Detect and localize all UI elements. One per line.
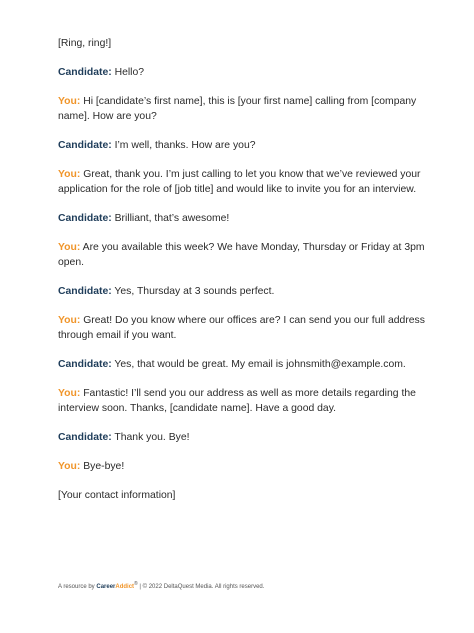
dialogue-line-candidate [58,211,428,226]
dialogue-line-candidate [58,284,428,299]
speaker-label-you: You: [58,388,81,399]
speaker-label-candidate: Candidate: [58,140,112,151]
ring-line: [Ring, ring!] [58,38,112,49]
dialogue-text: Hello? [111,67,145,78]
dialogue-line-you [58,94,428,124]
dialogue-line-you [58,459,428,474]
speaker-label-you: You: [58,315,81,326]
brand-logo[interactable] [96,581,138,590]
dialogue-text: I’m well, thanks. How are you? [111,140,256,151]
dialogue-text: Brilliant, that’s awesome! [111,213,230,224]
speaker-label-candidate: Candidate: [58,432,112,443]
speaker-label-candidate: Candidate: [58,67,112,78]
dialogue-text: Fantastic! I’ll send you our address as well as more details regarding the interview soon. Thanks, [candidate name]. Have a good day. [58,388,416,414]
speaker-label-you: You: [58,461,81,472]
speaker-label-candidate: Candidate: [58,213,112,224]
dialogue-line-candidate [58,357,428,372]
dialogue-text: Bye-bye! [80,461,125,472]
speaker-label-candidate: Candidate: [58,286,112,297]
speaker-label-you: You: [58,96,81,107]
contact-information-line: [Your contact information] [58,490,176,501]
dialogue-text: Yes, that would be great. My email is johnsmith@example.com. [111,359,406,370]
dialogue-text: Thank you. Bye! [111,432,190,443]
trademark-mark: ® [134,581,138,587]
dialogue-line-candidate [58,430,428,445]
dialogue-text: Are you available this week? We have Monday, Thursday or Friday at 3pm open. [58,242,425,268]
speaker-label-you: You: [58,169,81,180]
dialogue-line-candidate [58,65,428,80]
footer-prefix: A resource by [58,584,97,590]
dialogue-text: Yes, Thursday at 3 sounds perfect. [111,286,275,297]
dialogue-text: Hi [candidate’s first name], this is [your first name] calling from [company name]. How are you? [58,96,417,122]
dialogue-line-you [58,167,428,197]
dialogue-line-you [58,240,428,270]
dialogue-text: Great, thank you. I’m just calling to let you know that we’ve reviewed your application for the role of [job title] and would like to invite you for an interview. [58,169,421,195]
brand-logo-career: Career [96,584,116,590]
footer-copyright: | © 2022 DeltaQuest Media. All rights reserved. [137,584,265,590]
document-body [58,36,428,517]
speaker-label-candidate: Candidate: [58,359,112,370]
speaker-label-you: You: [58,242,81,253]
dialogue-line-you [58,386,428,416]
dialogue-line-you [58,313,428,343]
dialogue-line-candidate [58,138,428,153]
brand-logo-addict: Addict [115,584,135,590]
footer [58,581,264,590]
dialogue-text: Great! Do you know where our offices are? I can send you our full address through email if you want. [58,315,425,341]
